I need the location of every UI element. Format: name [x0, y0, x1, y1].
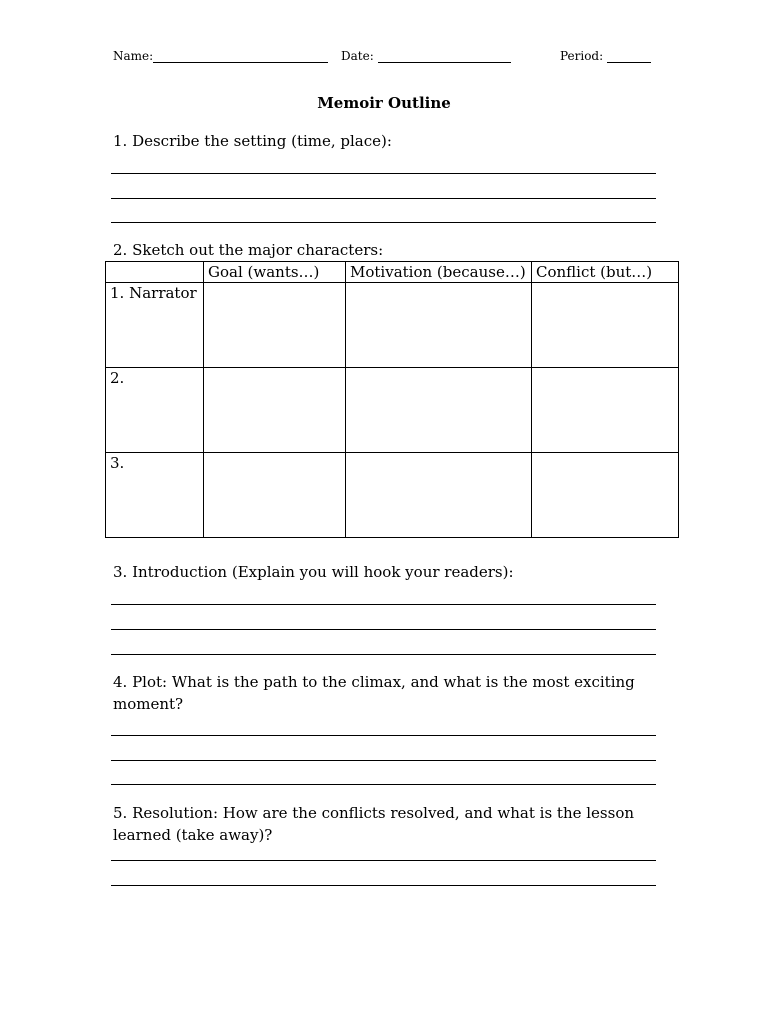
question-characters: 2. Sketch out the major characters: [113, 241, 384, 259]
answer-line[interactable] [111, 604, 656, 605]
table-header-row [106, 262, 679, 283]
table-cell[interactable] [204, 283, 346, 368]
table-cell[interactable] [532, 283, 679, 368]
name-field [113, 49, 328, 63]
row-label: 2. [106, 368, 204, 453]
characters-table [105, 261, 679, 538]
name-label: Name: [113, 49, 154, 63]
answer-line[interactable] [111, 173, 656, 174]
table-row [106, 283, 679, 368]
row-label: 1. Narrator [106, 283, 204, 368]
table-header-cell [106, 262, 204, 283]
question-plot: 4. Plot: What is the path to the climax, and what is the most exciting moment? [113, 673, 635, 713]
answer-line[interactable] [111, 760, 656, 761]
answer-line[interactable] [111, 629, 656, 630]
period-blank-line[interactable] [607, 49, 651, 63]
question-introduction: 3. Introduction (Explain you will hook your readers): [113, 563, 514, 581]
question-setting: 1. Describe the setting (time, place): [113, 132, 392, 150]
table-cell[interactable] [346, 283, 532, 368]
date-field [341, 49, 511, 63]
answer-line[interactable] [111, 860, 656, 861]
page-title: Memoir Outline [317, 94, 451, 112]
period-field [560, 49, 651, 63]
answer-line[interactable] [111, 885, 656, 886]
question-resolution: 5. Resolution: How are the conflicts resolved, and what is the lesson learned (take away)? [113, 804, 635, 844]
answer-line[interactable] [111, 198, 656, 199]
period-label: Period: [560, 49, 604, 63]
answer-line[interactable] [111, 222, 656, 223]
table-cell[interactable] [532, 453, 679, 538]
table-header-goal: Goal (wants…) [204, 262, 346, 283]
table-cell[interactable] [532, 368, 679, 453]
answer-line[interactable] [111, 735, 656, 736]
table-cell[interactable] [346, 453, 532, 538]
table-row [106, 368, 679, 453]
name-blank-line[interactable] [153, 49, 328, 63]
table-cell[interactable] [204, 453, 346, 538]
table-row [106, 453, 679, 538]
table-header-motivation: Motivation (because…) [346, 262, 532, 283]
date-blank-line[interactable] [378, 49, 511, 63]
table-header-conflict: Conflict (but…) [532, 262, 679, 283]
row-label: 3. [106, 453, 204, 538]
answer-line[interactable] [111, 784, 656, 785]
table-cell[interactable] [204, 368, 346, 453]
table-cell[interactable] [346, 368, 532, 453]
date-label: Date: [341, 49, 374, 63]
answer-line[interactable] [111, 654, 656, 655]
